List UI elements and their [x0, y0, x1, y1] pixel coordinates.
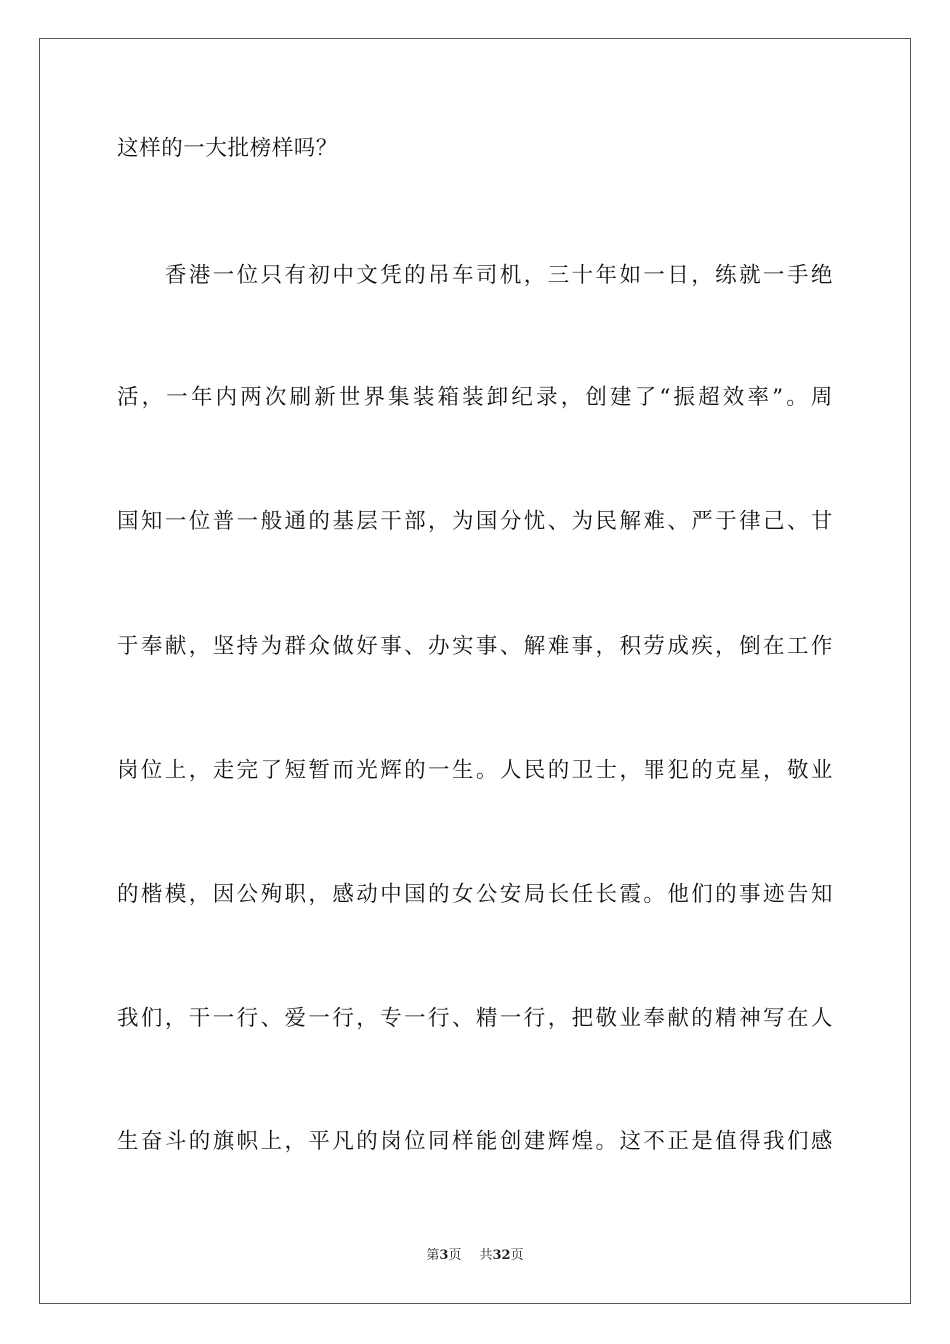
page-prefix: 第	[426, 1248, 440, 1263]
total-prefix: 共	[479, 1248, 493, 1263]
text-line-8: 我们，干一行、爱一行，专一行、精一行，把敬业奉献的精神写在人	[117, 1006, 833, 1031]
total-pages: 32	[492, 1248, 511, 1263]
text-line-6: 岗位上，走完了短暂而光辉的一生。人民的卫士，罪犯的克星，敬业	[117, 758, 833, 783]
text-line-1: 这样的一大批榜样吗？	[117, 136, 339, 161]
page-suffix: 页	[448, 1248, 462, 1263]
page-number: 3	[439, 1248, 449, 1263]
text-line-4: 国知一位普一般通的基层干部，为国分忧、为民解难、严于律己、甘	[117, 509, 833, 534]
text-line-7: 的楷模，因公殉职，感动中国的女公安局长任长霞。他们的事迹告知	[117, 882, 833, 907]
page-border	[39, 38, 911, 1304]
text-line-2: 香港一位只有初中文凭的吊车司机，三十年如一日，练就一手绝	[117, 263, 833, 288]
text-line-5: 于奉献，坚持为群众做好事、办实事、解难事，积劳成疾，倒在工作	[117, 634, 833, 659]
text-line-3: 活，一年内两次刷新世界集装箱装卸纪录，创建了“振超效率”。周	[117, 385, 833, 410]
text-line-9: 生奋斗的旗帜上，平凡的岗位同样能创建辉煌。这不正是值得我们感	[117, 1129, 833, 1154]
page-footer	[0, 1247, 950, 1265]
total-suffix: 页	[510, 1248, 524, 1263]
